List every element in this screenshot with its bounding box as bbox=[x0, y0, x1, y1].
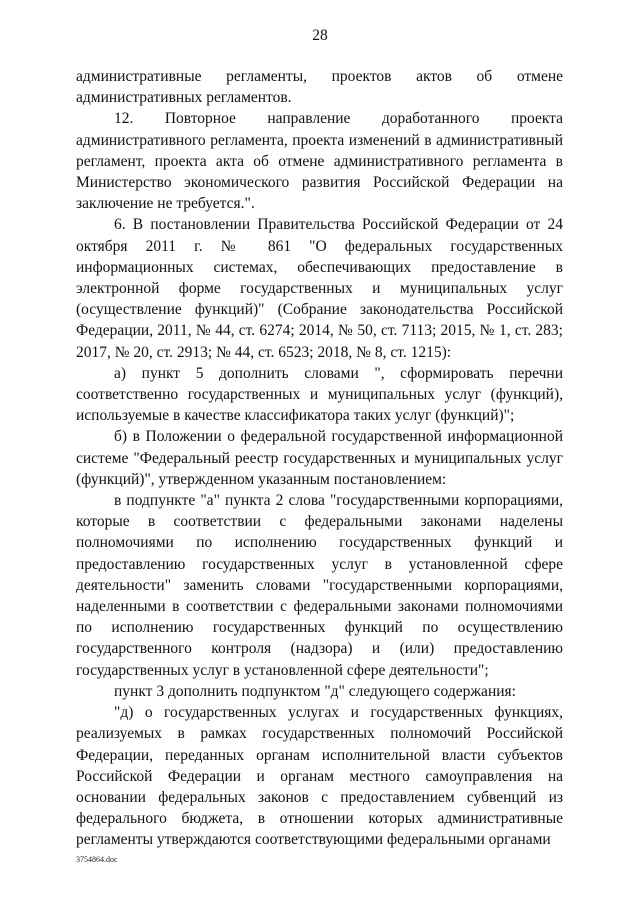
paragraph-subitem-a: а) пункт 5 дополнить словами ", сформировать перечни соответственно государственных и муниципальных услуг (функций), используемые в качестве классификатора таких услуг (функций)"; bbox=[76, 364, 563, 425]
paragraph-item-12: 12. Повторное направление доработанного проекта административного регламента, проекта изменений в административный регламент, проекта акта об отмене административного регламента в Министерство экономического развития Российской Федерации на заключение не требуется.". bbox=[76, 110, 563, 213]
page-number: 28 bbox=[312, 27, 328, 44]
document-body bbox=[76, 66, 563, 851]
paragraph-subitem-b: б) в Положении о федеральной государственной информационной системе "Федеральный реестр государственных и муниципальных услуг (функций)", утвержденном указанным постановлением: bbox=[76, 428, 563, 488]
paragraph-continuation: административные регламенты, проектов актов об отмене административных регламентов. bbox=[76, 68, 563, 107]
paragraph-subpoint-a-amendment: в подпункте "а" пункта 2 слова "государственными корпорациями, которые в соответствии с федеральными законами наделены полномочиями по исполнению государственных функций и предоставлению государственных услуг в установленной сфере деятельности" заменить словами "государственными корпорациями, наделенными в соответствии с федеральными законами полномочиями по исполнению государственных функций по осуществлению государственного контроля (надзора) и (или) предоставлению государственных услуг в установленной сфере деятельности"; bbox=[76, 492, 563, 679]
paragraph-point-3-amendment: пункт 3 дополнить подпунктом "д" следующего содержания: bbox=[114, 682, 516, 700]
paragraph-subpoint-d: "д) о государственных услугах и государственных функциях, реализуемых в рамках государственных полномочий Российской Федерации, переданных органам исполнительной власти субъектов Российской Федерации и органам местного самоуправления на основании федеральных законов с предоставлением субвенций из федерального бюджета, в отношении которых административные регламенты утверждаются соответствующими федеральными органами bbox=[76, 704, 563, 849]
paragraph-item-6: 6. В постановлении Правительства Российской Федерации от 24 октября 2011 г. № 861 "О федеральных государственных информационных системах, обеспечивающих предоставление в электронной форме государственных и муниципальных услуг (осуществление функций)" (Собрание законодательства Российской Федерации, 2011, № 44, ст. 6274; 2014, № 50, ст. 7113; 2015, № 1, ст. 283; 2017, № 20, ст. 2913; № 44, ст. 6523; 2018, № 8, ст. 1215): bbox=[76, 216, 563, 361]
document-footer-filename: 3754864.doc bbox=[76, 855, 118, 864]
